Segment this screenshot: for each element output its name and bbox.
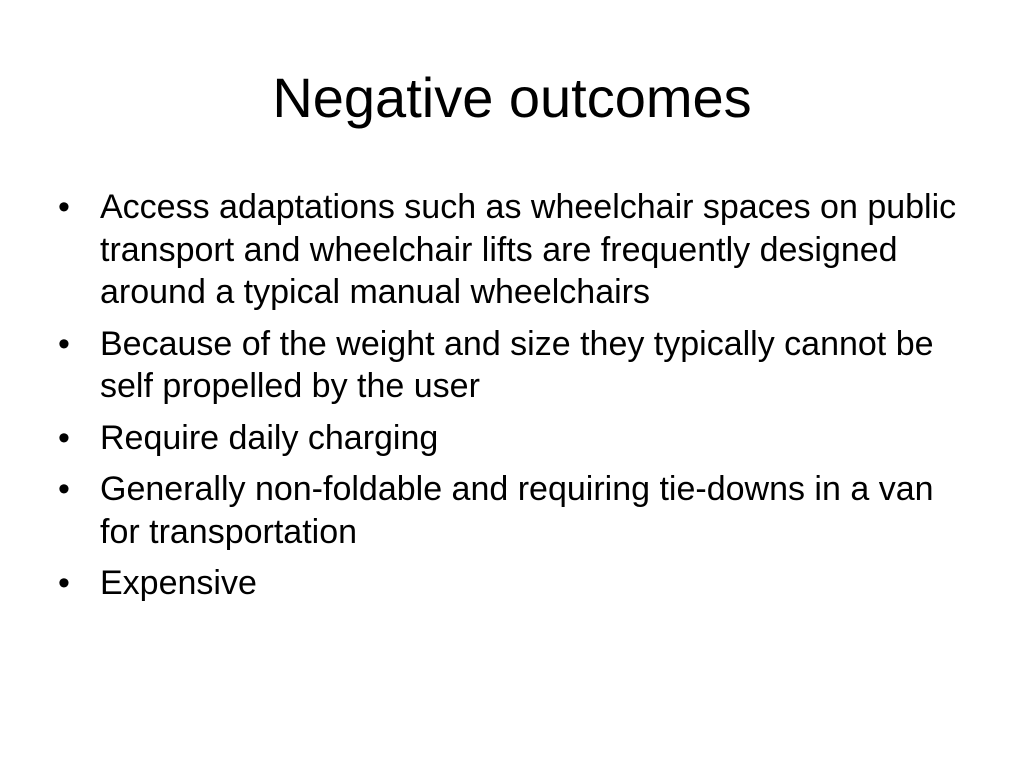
bullet-text: Access adaptations such as wheelchair spaces on public transport and wheelchair lifts are frequently designed around a typical manual wheelchairs <box>100 188 957 311</box>
bullet-item-expensive <box>58 562 958 605</box>
bullet-icon: • <box>58 188 70 226</box>
bullet-text: Require daily charging <box>100 418 439 457</box>
bullet-icon: • <box>58 418 70 457</box>
bullet-text: Generally non-foldable and requiring tie-downs in a van for transportation <box>100 470 934 551</box>
bullet-item-daily-charging <box>58 417 958 460</box>
bullet-text: Expensive <box>100 564 257 602</box>
bullet-item-weight-size <box>58 323 958 408</box>
bullet-item-access-adaptations <box>58 186 958 314</box>
bullet-icon: • <box>58 470 70 508</box>
bullet-icon: • <box>58 564 70 602</box>
bullet-text: Because of the weight and size they typically cannot be self propelled by the user <box>100 324 934 405</box>
bullet-list <box>58 186 958 614</box>
bullet-item-non-foldable <box>58 468 958 553</box>
bullet-icon: • <box>58 324 70 363</box>
slide-title: Negative outcomes <box>272 66 752 129</box>
